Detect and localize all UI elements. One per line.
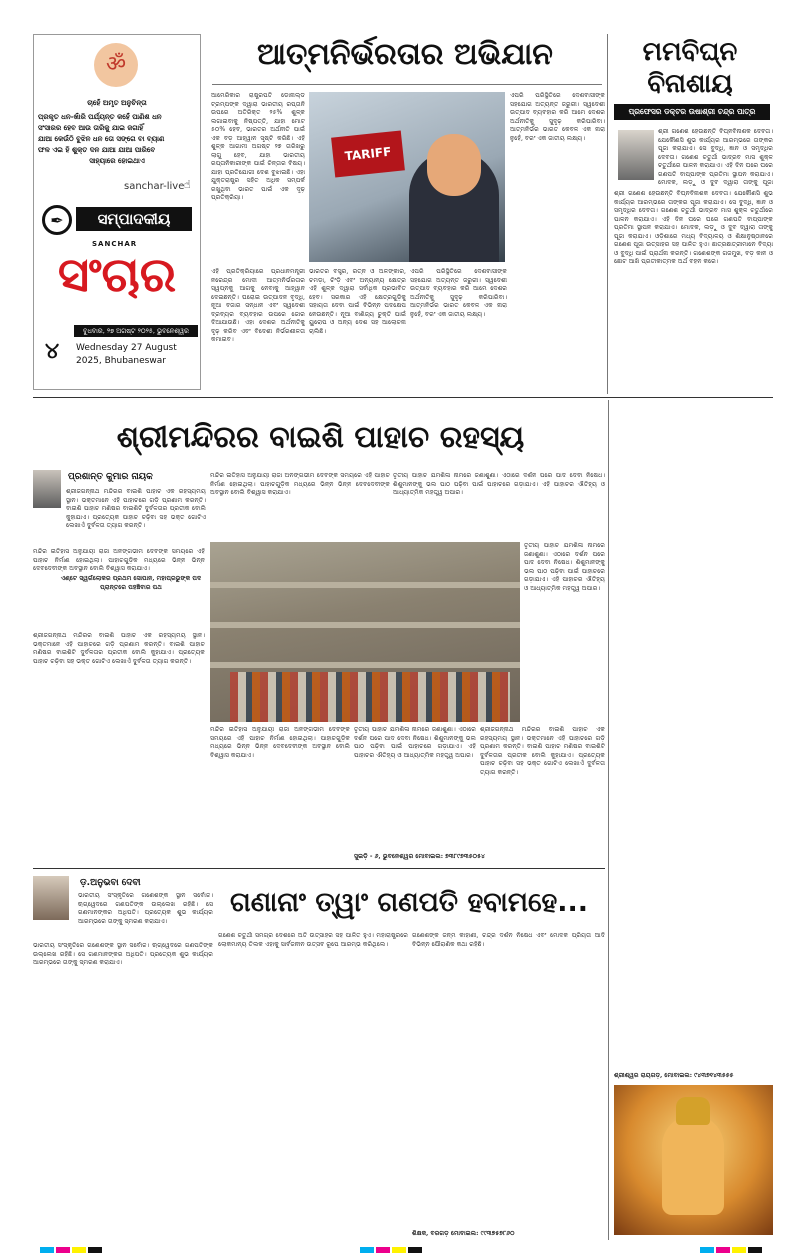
- web-label[interactable]: sanchar-live: [124, 181, 185, 192]
- article2-col-2: ମନ୍ଦିର ଇତିହାସ ଅନୁଯାୟୀ ରାଜା ଅନଙ୍ଗଭୀମ ଦେବଙ୍କ ସମୟରେ ଏହି ପାହାଚ ନିର୍ମାଣ ହୋଇଥିଲା। ପାହାଚଗୁଡ଼ିକ ମଧ୍ୟରେ ଭିନ୍ନ ଭିନ୍ନ ଦେବଦେବୀଙ୍କ ଅବସ୍ଥାନ ବୋଲି ବିଶ୍ୱାସ କରାଯାଏ।: [210, 472, 390, 496]
- article2-headline: ଶ୍ରୀମନ୍ଦିରର ବାଇଶି ପାହାଚ ରହସ୍ୟ: [116, 420, 525, 455]
- middle-section-rule: [33, 868, 605, 869]
- trump-face: [427, 134, 481, 196]
- date-odia: ବୁଧବାର, ୨୭ ଅଗଷ୍ଟ ୨୦୨୫, ଭୁବନେଶ୍ୱର: [74, 325, 198, 337]
- reg-y3: [732, 1247, 746, 1253]
- paper-name-small: SANCHAR: [92, 240, 138, 248]
- pen-nib-icon: ✒: [42, 205, 72, 235]
- issue-number: ୪: [44, 339, 60, 364]
- tariff-block: TARIFF: [331, 130, 405, 177]
- om-logo: ॐ: [94, 43, 138, 87]
- ganesha-figure: [662, 1115, 724, 1215]
- date-en-2: 2025, Bhubaneswar: [76, 356, 166, 366]
- temple-steps-photo: [210, 542, 520, 722]
- tariff-photo: [309, 92, 505, 262]
- article2-col-1: ଶ୍ରୀଜଗନ୍ନାଥ ମନ୍ଦିରର ବାଇଶି ପାହାଚ ଏକ ରହସ୍ୟମୟ ସ୍ଥାନ। ଭକ୍ତମାନେ ଏହି ପାହାଚରେ ଗଡ଼ି ପ୍ରଣାମ କରନ୍ତି। ବାଇଶି ପାହାଚ ମଣିଷର ବାଇଶିଟି ଦୁର୍ବଳତାର ପ୍ରତୀକ ବୋଲି କୁହାଯାଏ। ପ୍ରତ୍ୟେକ ପାହାଚ ଚଢ଼ିବା ସହ ଭକ୍ତ ଗୋଟିଏ ଲେଖାଏଁ ଦୁର୍ବଳତା ତ୍ୟାଗ କରନ୍ତି।: [33, 632, 205, 665]
- editorial-headline: ଆତ୍ମନିର୍ଭରତାର ଅଭିଯାନ: [257, 37, 553, 72]
- ganesha-crown: [676, 1097, 710, 1125]
- side-headline-1: ମମବିଘ୍ନ: [642, 37, 738, 67]
- reg-k3: [748, 1247, 762, 1253]
- tagline-4: ଯାଆ କେଉଁଠି ବୁଝିନ ଧନ ତୋ ସଙ୍ଗେ ବା ବ୍ୟାଣ: [38, 135, 165, 143]
- article3-intro: ଭାରତୀୟ ସଂସ୍କୃତିରେ ଗଣେଶଙ୍କ ସ୍ଥାନ ସର୍ବୋଚ୍ଚ। ଋଗ୍ୱେଦରେ ଗଣପତିଙ୍କ ଉଲ୍ଲେଖ ରହିଛି। ସେ ଗଣମାନଙ୍କର ଅଧିପତି। ପ୍ରତ୍ୟେକ ଶୁଭ କାର୍ଯ୍ୟର ଆରମ୍ଭରେ ତାଙ୍କୁ ସ୍ମରଣ କରାଯାଏ।: [78, 892, 213, 925]
- article2-author-photo: [33, 470, 61, 508]
- editorial-col-4: ଏପରି ପରିସ୍ଥିତିରେ ଦେଶବାସୀଙ୍କ ସହଯୋଗ ଅତ୍ୟନ୍ତ ଜରୁରୀ। ସ୍ୱଦେଶୀ ଉତ୍ପାଦ ବ୍ୟବହାର କରି ଆମେ ଦେଶର ଅର୍ଥନୀତିକୁ ସୁଦୃଢ଼ କରିପାରିବା। ଆତ୍ମନିର୍ଭର ଭାରତ କେବଳ ଏକ ନାରା ନୁହେଁ, ବରଂ ଏକ ଜାତୀୟ ଲକ୍ଷ୍ୟ।: [410, 268, 507, 318]
- paper-name: ସଂଚାର: [57, 247, 177, 303]
- editorial-col-5: ଏପରି ପରିସ୍ଥିତିରେ ଦେଶବାସୀଙ୍କ ସହଯୋଗ ଅତ୍ୟନ୍ତ ଜରୁରୀ। ସ୍ୱଦେଶୀ ଉତ୍ପାଦ ବ୍ୟବହାର କରି ଆମେ ଦେଶର ଅର୍ଥନୀତିକୁ ସୁଦୃଢ଼ କରିପାରିବା। ଆତ୍ମନିର୍ଭର ଭାରତ କେବଳ ଏକ ନାରା ନୁହେଁ, ବରଂ ଏକ ଜାତୀୟ ଲକ୍ଷ୍ୟ।: [510, 92, 605, 142]
- article2-col-3: ତୃତୀୟ ପାହାଚ ଯମଶିଳା ନାମରେ ଜଣାଶୁଣା। ଏଠାରେ ଦର୍ଶନ ପରେ ପାଦ ଦେବା ନିଷେଧ। ଶିଶୁମାନଙ୍କୁ ଭଲ ପାଠ ପଢ଼ିବା ପାଇଁ ପାହାଚରେ ଗଡ଼ାଯାଏ। ଏହି ପାହାଚର ଐତିହ୍ୟ ଓ ଆଧ୍ୟାତ୍ମିକ ମହତ୍ତ୍ୱ ଅପାର।: [393, 472, 605, 496]
- article2-col-6: ତୃତୀୟ ପାହାଚ ଯମଶିଳା ନାମରେ ଜଣାଶୁଣା। ଏଠାରେ ଦର୍ଶନ ପରେ ପାଦ ଦେବା ନିଷେଧ। ଶିଶୁମାନଙ୍କୁ ଭଲ ପାଠ ପଢ଼ିବା ପାଇଁ ପାହାଚରେ ଗଡ଼ାଯାଏ। ଏହି ପାହାଚର ଐତିହ୍ୟ ଓ ଆଧ୍ୟାତ୍ମିକ ମହତ୍ତ୍ୱ ଅପାର।: [354, 726, 476, 759]
- reg-c: [40, 1247, 54, 1253]
- reg-c2: [360, 1247, 374, 1253]
- article2-intro: ଶ୍ରୀଜଗନ୍ନାଥ ମନ୍ଦିରର ବାଇଶି ପାହାଚ ଏକ ରହସ୍ୟମୟ ସ୍ଥାନ। ଭକ୍ତମାନେ ଏହି ପାହାଚରେ ଗଡ଼ି ପ୍ରଣାମ କରନ୍ତି। ବାଇଶି ପାହାଚ ମଣିଷର ବାଇଶିଟି ଦୁର୍ବଳତାର ପ୍ରତୀକ ବୋଲି କୁହାଯାଏ। ପ୍ରତ୍ୟେକ ପାହାଚ ଚଢ଼ିବା ସହ ଭକ୍ତ ଗୋଟିଏ ଲେଖାଏଁ ଦୁର୍ବଳତା ତ୍ୟାଗ କରନ୍ତି।: [66, 488, 206, 529]
- steps-band-3: [210, 662, 520, 668]
- article2-col-5: ମନ୍ଦିର ଇତିହାସ ଅନୁଯାୟୀ ରାଜା ଅନଙ୍ଗଭୀମ ଦେବଙ୍କ ସମୟରେ ଏହି ପାହାଚ ନିର୍ମାଣ ହୋଇଥିଲା। ପାହାଚଗୁଡ଼ିକ ମଧ୍ୟରେ ଭିନ୍ନ ଭିନ୍ନ ଦେବଦେବୀଙ୍କ ଅବସ୍ଥାନ ବୋଲି ବିଶ୍ୱାସ କରାଯାଏ।: [210, 726, 350, 759]
- steps-band-1: [210, 582, 520, 588]
- editorial-rule: [212, 84, 602, 85]
- tagline-1: ଚାହେଁ ଅମୃତ ଅନୁଚିନ୍ତା: [87, 99, 147, 107]
- masthead-box: [33, 34, 201, 390]
- article3-author-photo: [33, 876, 69, 920]
- reg-y: [72, 1247, 86, 1253]
- editorial-col-3: ଭାରତର ବସ୍ତ୍ର, ରତ୍ନ ଓ ଅଳଙ୍କାର, ଚମଡ଼ା, ଚିଂଡ଼ି ଏବଂ ଅନ୍ୟାନ୍ୟ କ୍ଷେତ୍ର ଏହି ଶୁଳ୍କ ଦ୍ୱାରା ସର୍ବାଧିକ ପ୍ରଭାବିତ ହେବ। ସରକାର ଏହି କ୍ଷେତ୍ରଗୁଡ଼ିକୁ ସହାୟତା ଦେବା ପାଇଁ ବିଭିନ୍ନ ପଦକ୍ଷେପ ନେଉଛନ୍ତି। ନୂଆ ବାଣିଜ୍ୟ ଚୁକ୍ତି ପାଇଁ ୟୁରୋପ ଓ ଅନ୍ୟ ଦେଶ ସହ ଆଲୋଚନା ଚାଲିଛି।: [309, 268, 406, 335]
- reg-c3: [700, 1247, 714, 1253]
- reg-m: [56, 1247, 70, 1253]
- reg-m3: [716, 1247, 730, 1253]
- reg-k: [88, 1247, 102, 1253]
- crowd: [230, 672, 510, 722]
- steps-band-2: [210, 622, 520, 628]
- article2-col-1-top: ମନ୍ଦିର ଇତିହାସ ଅନୁଯାୟୀ ରାଜା ଅନଙ୍ଗଭୀମ ଦେବଙ୍କ ସମୟରେ ଏହି ପାହାଚ ନିର୍ମାଣ ହୋଇଥିଲା। ପାହାଚଗୁଡ଼ିକ ମଧ୍ୟରେ ଭିନ୍ନ ଭିନ୍ନ ଦେବଦେବୀଙ୍କ ଅବସ୍ଥାନ ବୋଲି ବିଶ୍ୱାସ କରାଯାଏ।: [33, 548, 205, 572]
- reg-y2: [392, 1247, 406, 1253]
- cursor-icon: ☝: [184, 178, 191, 191]
- article3-col-3: ଗଣେଶଙ୍କ ଜନ୍ମ କାହାଣୀ, ଚନ୍ଦ୍ର ଦର୍ଶନ ନିଷେଧ ଏବଂ ମୋଦକ ପ୍ରିୟତା ଆଦି ବିଭିନ୍ନ ପୌରାଣିକ କଥା ରହିଛି।: [412, 932, 605, 948]
- tagline-3: ସଂସାରର ହେବ ଆଉ ତାରିକୁ ଯାଇ ଜଗାହିଁ: [38, 124, 144, 132]
- article3-col-2: ଗଣେଶ ଚତୁର୍ଥୀ ସମଗ୍ର ଦେଶରେ ଅତି ଉତ୍ସାହର ସହ ପାଳିତ ହୁଏ। ମହାରାଷ୍ଟ୍ରରେ ଲୋକମାନ୍ୟ ତିଲକ ଏହାକୁ ସାର୍ବଜନୀନ ଉତ୍ସବ ରୂପେ ଆରମ୍ଭ କରିଥିଲେ।: [218, 932, 408, 948]
- reg-m2: [376, 1247, 390, 1253]
- top-section-rule: [33, 397, 773, 398]
- side-col-footer: ଶ୍ରୀଶ୍ୱର ରାୟଗଡ଼, ମୋବାଇଲ: ୯୪୩୭୧୪୩୫୫୫: [614, 1072, 734, 1079]
- side-byline: ପ୍ରଫେସର ଡକ୍ଟର ଉଷାଶ୍ରୀ ଚନ୍ଦ୍ର ପାତ୍ର: [614, 104, 770, 120]
- editorial-col-2: ଏହି ପ୍ରତିକ୍ରିୟାରେ ପ୍ରଧାନମନ୍ତ୍ରୀ ନରେନ୍ଦ୍ର ମୋଦୀ ଆତ୍ମନିର୍ଭରତାର ସ୍ୱପ୍ନକୁ ଆଗକୁ ନେବାକୁ ଆହ୍ୱାନ ଦେଇଛନ୍ତି। ଘରୋଇ ଉତ୍ପାଦନ ବୃଦ୍ଧି, ନୂଆ ବଜାର ସନ୍ଧାନ ଏବଂ ସ୍ୱଦେଶୀ ଦ୍ରବ୍ୟର ବ୍ୟବହାର ଉପରେ ଜୋର ଦିଆଯାଉଛି। ଏହା ଦେଶର ଅର୍ଥନୀତିକୁ ଦୃଢ଼ କରିବ ଏବଂ ବିଦେଶୀ ନିର୍ଭରଶୀଳତା କମାଇବ।: [211, 268, 305, 343]
- side-col-top: ଶ୍ରୀ ଗଣେଶ ହେଉଛନ୍ତି ବିଘ୍ନବିନାଶକ ଦେବତା। ଯେକୌଣସି ଶୁଭ କାର୍ଯ୍ୟର ଆରମ୍ଭରେ ତାଙ୍କର ପୂଜା କରାଯାଏ। ସେ ବୁଦ୍ଧି, ଜ୍ଞାନ ଓ ସମୃଦ୍ଧିର ଦେବତା। ଗଣେଶ ଚତୁର୍ଥୀ ଭାଦ୍ରବ ମାସ ଶୁକ୍ଳ ଚତୁର୍ଥୀରେ ପାଳନ କରାଯାଏ। ଏହି ଦିନ ଘରେ ଘରେ ଗଣପତି ବାପ୍ପାଙ୍କ ପ୍ରତିମା ସ୍ଥାପନ କରାଯାଏ। ମୋଦକ, ଲଡ଼ୁ ଓ ଦୁବ ଦ୍ୱାରା ତାଙ୍କୁ ପୂଜା: [658, 128, 773, 186]
- side-author-photo: [618, 130, 654, 180]
- tagline-2: ପ୍ରକୃତ ଧନ-ଖାଁରି ପର୍ଯ୍ୟନ୍ତ କହେଁ ପାଣିଶ ଧନ: [38, 113, 162, 121]
- tagline-6: ସାହ୍ୟାରେ ହୋଇଥାଏ: [89, 157, 145, 165]
- section-label: ସମ୍ପାଦକୀୟ: [76, 207, 192, 231]
- article2-col-4: ତୃତୀୟ ପାହାଚ ଯମଶିଳା ନାମରେ ଜଣାଶୁଣା। ଏଠାରେ ଦର୍ଶନ ପରେ ପାଦ ଦେବା ନିଷେଧ। ଶିଶୁମାନଙ୍କୁ ଭଲ ପାଠ ପଢ଼ିବା ପାଇଁ ପାହାଚରେ ଗଡ଼ାଯାଏ। ଏହି ପାହାଚର ଐତିହ୍ୟ ଓ ଆଧ୍ୟାତ୍ମିକ ମହତ୍ତ୍ୱ ଅପାର।: [524, 542, 605, 592]
- editorial-right-rule: [607, 34, 608, 394]
- side-headline-2: ବିନାଶାୟ: [647, 69, 733, 99]
- reg-k2: [408, 1247, 422, 1253]
- side-col-body: ଶ୍ରୀ ଗଣେଶ ହେଉଛନ୍ତି ବିଘ୍ନବିନାଶକ ଦେବତା। ଯେକୌଣସି ଶୁଭ କାର୍ଯ୍ୟର ଆରମ୍ଭରେ ତାଙ୍କର ପୂଜା କରାଯାଏ। ସେ ବୁଦ୍ଧି, ଜ୍ଞାନ ଓ ସମୃଦ୍ଧିର ଦେବତା। ଗଣେଶ ଚତୁର୍ଥୀ ଭାଦ୍ରବ ମାସ ଶୁକ୍ଳ ଚତୁର୍ଥୀରେ ପାଳନ କରାଯାଏ। ଏହି ଦିନ ଘରେ ଘରେ ଗଣପତି ବାପ୍ପାଙ୍କ ପ୍ରତିମା ସ୍ଥାପନ କରାଯାଏ। ମୋଦକ, ଲଡ଼ୁ ଓ ଦୁବ ଦ୍ୱାରା ତାଙ୍କୁ ପୂଜା କରାଯାଏ। ଓଡ଼ିଶାରେ ମଧ୍ୟ ବିଦ୍ୟାଳୟ ଓ ଶିକ୍ଷାନୁଷ୍ଠାନରେ ଗଣେଶ ପୂଜା ଉତ୍ସାହର ସହ ପାଳିତ ହୁଏ। ଛାତ୍ରଛାତ୍ରୀମାନେ ବିଦ୍ୟା ଓ ବୁଦ୍ଧି ପାଇଁ ପ୍ରାର୍ଥନା କରନ୍ତି। ଗଣେଶଙ୍କ ଗଜମୁଖ, ବଡ଼ କାନ ଓ ଛୋଟ ଆଖି ପ୍ରତୀକାତ୍ମକ ଅର୍ଥ ବହନ କରେ।: [614, 190, 773, 265]
- article2-col-7: ଶ୍ରୀଜଗନ୍ନାଥ ମନ୍ଦିରର ବାଇଶି ପାହାଚ ଏକ ରହସ୍ୟମୟ ସ୍ଥାନ। ଭକ୍ତମାନେ ଏହି ପାହାଚରେ ଗଡ଼ି ପ୍ରଣାମ କରନ୍ତି। ବାଇଶି ପାହାଚ ମଣିଷର ବାଇଶିଟି ଦୁର୍ବଳତାର ପ୍ରତୀକ ବୋଲି କୁହାଯାଏ। ପ୍ରତ୍ୟେକ ପାହାଚ ଚଢ଼ିବା ସହ ଭକ୍ତ ଗୋଟିଏ ଲେଖାଏଁ ଦୁର୍ବଳତା ତ୍ୟାଗ କରନ୍ତି।: [480, 726, 605, 776]
- article3-col-1: ଭାରତୀୟ ସଂସ୍କୃତିରେ ଗଣେଶଙ୍କ ସ୍ଥାନ ସର୍ବୋଚ୍ଚ। ଋଗ୍ୱେଦରେ ଗଣପତିଙ୍କ ଉଲ୍ଲେଖ ରହିଛି। ସେ ଗଣମାନଙ୍କର ଅଧିପତି। ପ୍ରତ୍ୟେକ ଶୁଭ କାର୍ଯ୍ୟର ଆରମ୍ଭରେ ତାଙ୍କୁ ସ୍ମରଣ କରାଯାଏ।: [33, 942, 213, 966]
- editorial-col-1: ଆମେରିକାର ରାଷ୍ଟ୍ରପତି ଡୋନାଲ୍ଡ ଟ୍ରମ୍ପଙ୍କ ଦ୍ୱାରା ଭାରତୀୟ ରପ୍ତାନି ଉପରେ ଅତିରିକ୍ତ ୨୫% ଶୁଳ୍କ ଲଗାଇବାକୁ ନିଷ୍ପତ୍ତି, ଯାହା ମୋଟ ୫୦% ହେବ, ଭାରତର ଅର୍ଥନୀତି ପାଇଁ ଏକ ବଡ଼ ଆହ୍ୱାନ ସୃଷ୍ଟି କରିଛି। ଏହି ଶୁଳ୍କ ଆଗାମୀ ଅଗଷ୍ଟ ୨୭ ତାରିଖରୁ ଲାଗୁ ହେବ, ଯାହା ଭାରତୀୟ ରପ୍ତାନିକାରୀଙ୍କ ପାଇଁ ଚିନ୍ତାର ବିଷୟ। ଯାହା ପ୍ରତିଯୋଗୀ ଦେଶ ବୁଝାଇଛି। ଏହା ଯୁକ୍ତରାଷ୍ଟ୍ର ସହିତ ଅଧିକ ସମ୍ପର୍କ ରଖୁଥିବା ଭାରତ ପାଇଁ ଏକ ଦୃଢ଼ ପ୍ରତିକ୍ରିୟା।: [211, 92, 305, 201]
- ganesha-image: [614, 1085, 773, 1235]
- tagline-5: ଫଳ ଏଇ ହି ଶୁକ୍ତ ଦନ ଯାଆ ଯାଆ ପାରିବେ: [38, 146, 156, 154]
- registration-bar: [0, 1244, 800, 1256]
- article2-byline: ପ୍ରଶାନ୍ତ କୁମାର ନାୟକ: [68, 472, 153, 482]
- article2-quote: ଏଣ୍ଟେ ସ୍ୱର୍ଗଲୋକର ପ୍ରଥମ ସୋପାନ, ମହାପ୍ରଭୁଙ୍କ ପଦ ପ୍ରାନ୍ତରେ ପହଞ୍ଚିବାର ପଥ: [60, 575, 202, 591]
- article3-footer: ଶିକ୍ଷକ, ବରଗଡ଼ ମୋବାଇଲ: ୯୯୩୭୫୭୮୬୦: [412, 1230, 515, 1237]
- lower-right-rule: [608, 400, 609, 1240]
- article2-footer: ସୁଇଡ଼ି - ୬, ଭୁବନେଶ୍ୱର ମୋବାଇଲ: ୭୩୮୯୭୩୫୦୫୪: [354, 853, 485, 860]
- date-en-1: Wednesday 27 August: [76, 343, 177, 353]
- article3-headline: ଗଣାନାଂ ତ୍ୱାଂ ଗଣପତି ହବାମହେ...: [229, 887, 589, 918]
- article3-byline: ଡ଼.ଅନୁଭବା ଦେବୀ: [80, 878, 141, 888]
